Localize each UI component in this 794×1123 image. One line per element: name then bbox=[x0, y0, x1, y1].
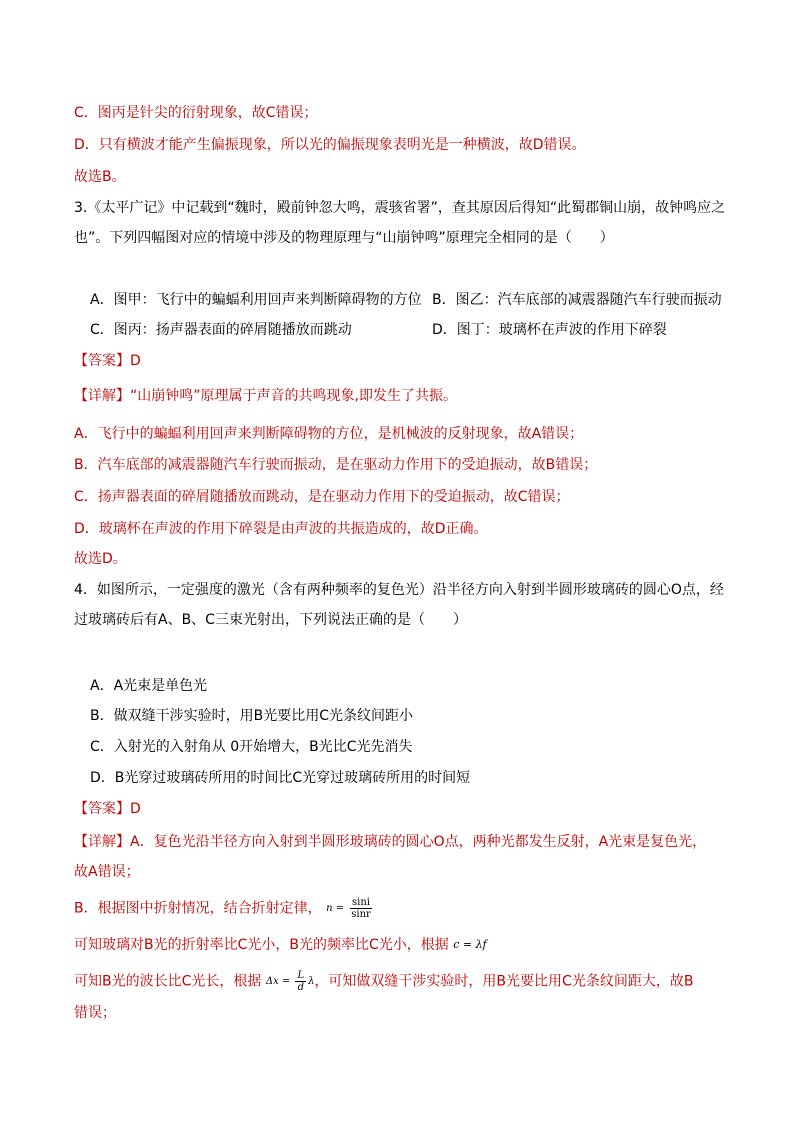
detail-line: D．玻璃杯在声波的作用下碎裂是由声波的共振造成的，故D正确。 bbox=[74, 521, 488, 537]
detail-line bbox=[74, 935, 487, 955]
detail-line: C．扬声器表面的碎屑随播放而跳动，是在驱动力作用下的受迫振动，故C错误； bbox=[74, 489, 570, 505]
option-a: A．图甲：飞行中的蝙蝠利用回声来判断障碍物的方位 bbox=[90, 292, 422, 308]
option-b: B．做双缝干涉实验时，用B光要比用C光条纹间距小 bbox=[90, 708, 413, 724]
option-b: B．图乙：汽车底部的减震器随汽车行驶而振动 bbox=[432, 292, 722, 308]
text-line: 故选B。 bbox=[74, 169, 126, 185]
detail-line bbox=[74, 386, 457, 406]
detail-text: A．复色光沿半径方向入射到半圆形玻璃砖的圆心O点，两种光都发生反射，A光束是复色光， bbox=[130, 834, 707, 850]
detail-line: A．飞行中的蝙蝠利用回声来判断障碍物的方位，是机械波的反射现象，故A错误； bbox=[74, 426, 584, 442]
question-4-stem: 过玻璃砖后有A、B、C三束光射出，下列说法正确的是（ ） bbox=[74, 612, 467, 628]
text-line: C．图丙是针尖的衍射现象，故C错误； bbox=[74, 105, 318, 121]
detail-line bbox=[74, 897, 375, 920]
fraction: $\frac{\sin i}{\sin r}$ bbox=[351, 897, 371, 920]
text-line: D．只有横波才能产生偏振现象，所以光的偏振现象表明光是一种横波，故D错误。 bbox=[74, 137, 586, 153]
question-3-stem: 也”。下列四幅图对应的情境中涉及的物理原理与“山崩钟鸣”原理完全相同的是（ ） bbox=[74, 230, 614, 246]
option-c: C．入射光的入射角从 0开始增大，B光比C光先消失 bbox=[90, 739, 413, 755]
question-4-stem: 4．如图所示，一定强度的激光（含有两种频率的复色光）沿半径方向入射到半圆形玻璃砖的圆心O点，经 bbox=[74, 582, 724, 598]
fringe-spacing-formula: Δx = $\frac{L}{d}$ λ bbox=[265, 970, 315, 993]
fraction: $\frac{L}{d}$ bbox=[297, 970, 305, 993]
detail-text: 可知玻璃对B光的折射率比C光小，B光的频率比C光小，根据 bbox=[74, 937, 449, 953]
detail-text: “山崩钟鸣”原理属于声音的共鸣现象,即发生了共振。 bbox=[130, 388, 457, 404]
option-c: C．图丙：扬声器表面的碎屑随播放而跳动 bbox=[90, 322, 352, 338]
detail-line bbox=[74, 832, 706, 852]
detail-text: 可知B光的波长比C光长，根据 bbox=[74, 973, 262, 990]
option-d: D．图丁：玻璃杯在声波的作用下碎裂 bbox=[432, 322, 667, 338]
detail-tag: 【详解】 bbox=[74, 834, 130, 850]
answer-label: 【答案】D bbox=[74, 801, 141, 817]
option-a: A．A光束是单色光 bbox=[90, 678, 208, 694]
detail-line: 故A错误； bbox=[74, 864, 140, 880]
wave-formula: c = λf bbox=[453, 938, 487, 951]
detail-line bbox=[74, 970, 693, 993]
question-3-stem: 3.《太平广记》中记载到“魏时，殿前钟忽大鸣，震骇省署”，查其原因后得知“此蜀郡铜山崩，故钟鸣应之 bbox=[74, 200, 726, 216]
answer-label: 【答案】D bbox=[74, 353, 141, 369]
option-d: D．B光穿过玻璃砖所用的时间比C光穿过玻璃砖所用的时间短 bbox=[90, 770, 471, 786]
detail-text: ，可知做双缝干涉实验时，用B光要比用C光条纹间距大，故B bbox=[314, 973, 694, 990]
detail-text: B．根据图中折射情况，结合折射定律， bbox=[74, 900, 322, 917]
detail-line: 错误； bbox=[74, 1005, 116, 1021]
refraction-formula: n = $\frac{\sin i}{\sin r}$ bbox=[326, 897, 371, 920]
detail-line: B．汽车底部的减震器随汽车行驶而振动，是在驱动力作用下的受迫振动，故B错误； bbox=[74, 457, 598, 473]
detail-tag: 【详解】 bbox=[74, 388, 130, 404]
detail-line: 故选D。 bbox=[74, 551, 127, 567]
